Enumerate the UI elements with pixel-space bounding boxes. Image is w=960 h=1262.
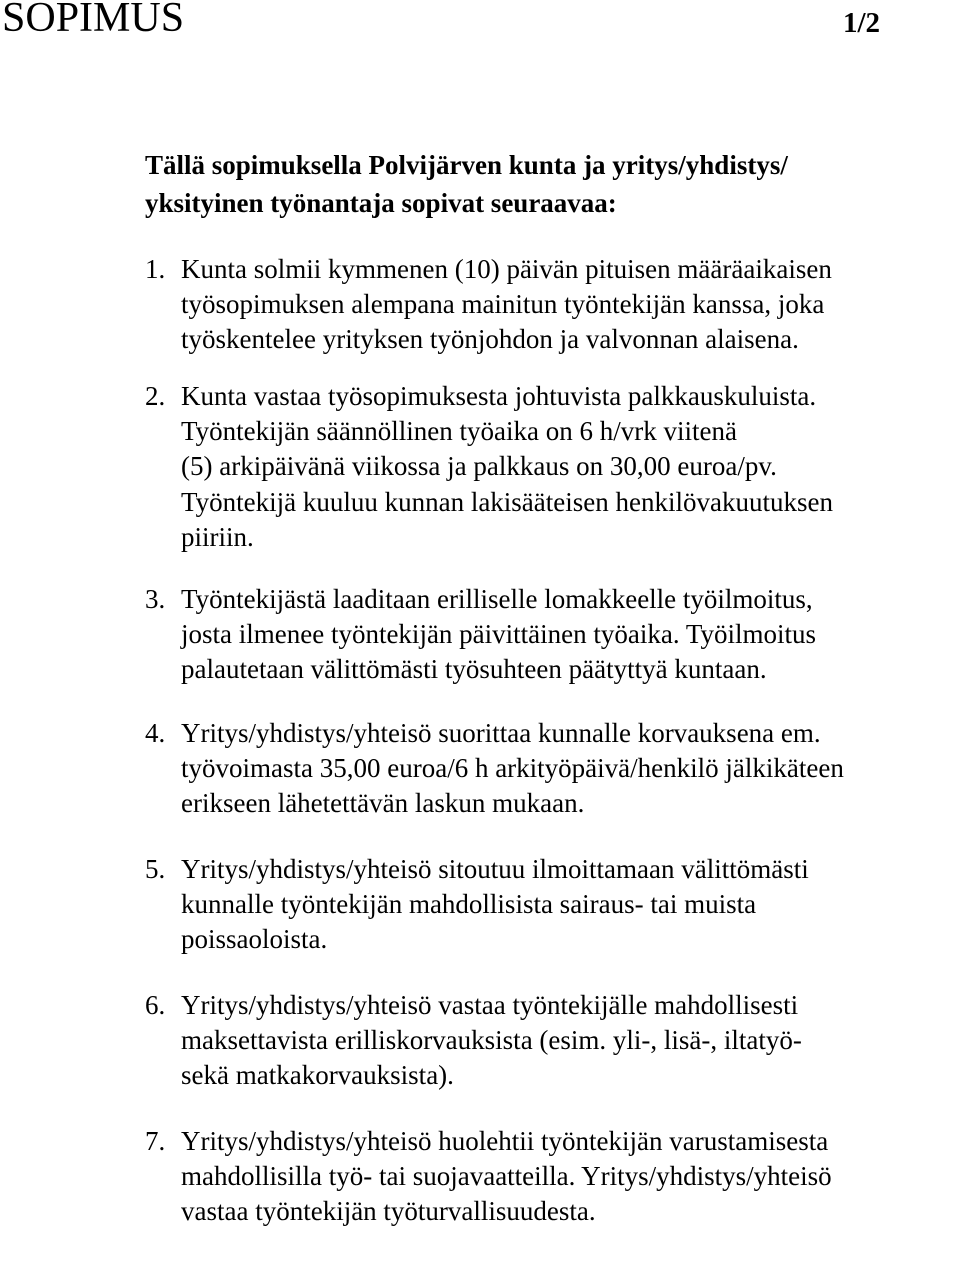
clause-line: poissaoloista. <box>181 924 328 955</box>
clause-line: Kunta vastaa työsopimuksesta johtuvista palkkauskuluista. <box>181 381 817 411</box>
clause-line: josta ilmenee työntekijän päivittäinen työaika. Työilmoitus <box>181 619 816 650</box>
clause-text <box>181 716 960 821</box>
clause-line: Kunta solmii kymmenen (10) päivän pituisen määräaikaisen <box>181 254 832 284</box>
clause-text <box>181 1124 960 1229</box>
clause-text <box>181 252 960 357</box>
clause-7 <box>145 1124 960 1229</box>
clause-number: 5. <box>145 854 166 885</box>
clause-line: palautetaan välittömästi työsuhteen päätyttyä kuntaan. <box>181 654 767 685</box>
clause-3 <box>145 582 960 687</box>
clause-line: Työntekijästä laaditaan erilliselle lomakkeelle työilmoitus, <box>181 584 813 615</box>
clause-line: Työntekijä kuuluu kunnan lakisääteisen henkilövakuutuksen <box>181 486 833 517</box>
clause-line: erikseen lähetettävän laskun mukaan. <box>181 788 585 819</box>
clause-number: 1. <box>145 254 166 284</box>
clause-list <box>145 252 960 1258</box>
clause-line: (5) arkipäivänä viikossa ja palkkaus on 30,00 euroa/pv. <box>181 451 777 482</box>
intro-line: yksityinen työnantaja sopivat seuraavaa: <box>145 188 617 218</box>
clause-line: sekä matkakorvauksista). <box>181 1060 454 1091</box>
clause-5 <box>145 852 960 957</box>
clause-line: Yritys/yhdistys/yhteisö vastaa työntekijälle mahdollisesti <box>181 990 799 1021</box>
clause-number: 4. <box>145 718 166 749</box>
document-title: SOPIMUS <box>2 0 185 41</box>
clause-line: Työntekijän säännöllinen työaika on 6 h/vrk viitenä <box>181 416 737 447</box>
clause-text <box>181 379 960 555</box>
clause-text <box>181 988 960 1093</box>
clause-1 <box>145 252 960 357</box>
clause-text <box>181 852 960 957</box>
clause-line: työvoimasta 35,00 euroa/6 h arkityöpäivä/henkilö jälkikäteen <box>181 753 844 784</box>
clause-line: Yritys/yhdistys/yhteisö huolehtii työntekijän varustamisesta <box>181 1126 829 1157</box>
clause-line: kunnalle työntekijän mahdollisista sairaus- tai muista <box>181 889 757 920</box>
clause-line: maksettavista erilliskorvauksista (esim. yli-, lisä-, iltatyö- <box>181 1025 802 1056</box>
clause-number: 2. <box>145 381 166 411</box>
intro-paragraph <box>145 146 945 222</box>
intro-line: Tällä sopimuksella Polvijärven kunta ja yritys/yhdistys/ <box>145 150 788 180</box>
clause-line: vastaa työntekijän työturvallisuudesta. <box>181 1196 596 1227</box>
clause-number: 3. <box>145 584 166 615</box>
clause-line: mahdollisilla työ- tai suojavaatteilla. Yritys/yhdistys/yhteisö <box>181 1161 832 1192</box>
clause-line: piiriin. <box>181 521 254 552</box>
clause-number: 7. <box>145 1126 166 1157</box>
clause-number: 6. <box>145 990 166 1021</box>
clause-line: Yritys/yhdistys/yhteisö suorittaa kunnalle korvauksena em. <box>181 718 821 749</box>
page-number: 1/2 <box>842 7 880 39</box>
clause-4 <box>145 716 960 821</box>
clause-text <box>181 582 960 687</box>
clause-line: työskentelee yrityksen työnjohdon ja valvonnan alaisena. <box>181 324 799 354</box>
clause-6 <box>145 988 960 1093</box>
clause-2 <box>145 379 960 555</box>
clause-line: Yritys/yhdistys/yhteisö sitoutuu ilmoittamaan välittömästi <box>181 854 809 885</box>
clause-line: työsopimuksen alempana mainitun työntekijän kanssa, joka <box>181 289 825 319</box>
